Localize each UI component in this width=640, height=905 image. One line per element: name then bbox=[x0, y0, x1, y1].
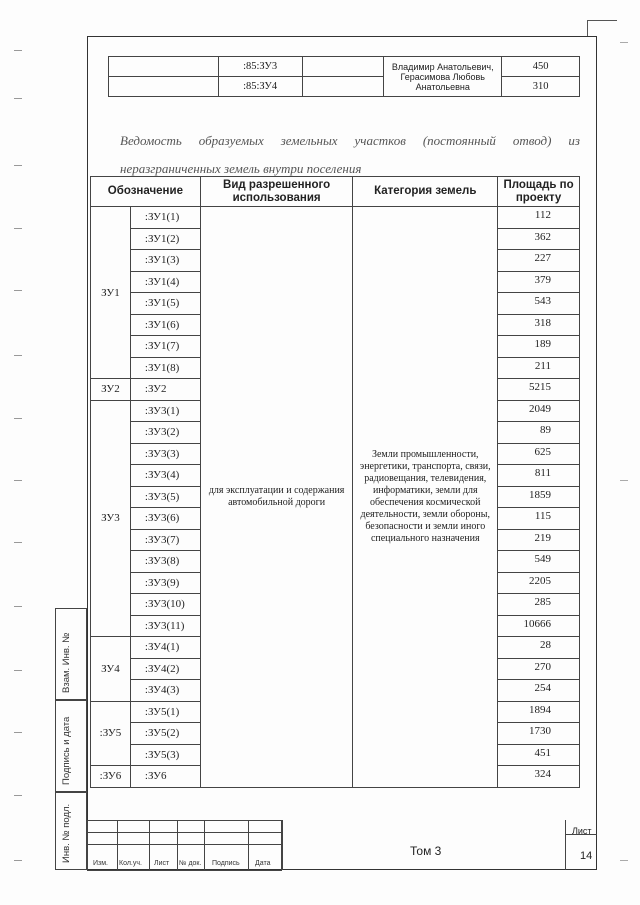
subplot-cell: :ЗУ3(10) bbox=[130, 594, 200, 616]
stamp-col-kolich: Кол.уч. bbox=[119, 860, 142, 867]
stamp-col-izm: Изм. bbox=[93, 860, 108, 867]
header-use: Вид разрешенного использования bbox=[200, 177, 353, 207]
area-cell: 219 bbox=[498, 529, 580, 551]
margin-tick bbox=[14, 290, 22, 291]
area-cell: 285 bbox=[498, 594, 580, 616]
subplot-cell: :ЗУ1(7) bbox=[130, 336, 200, 358]
stamp-col-podpis: Подпись bbox=[212, 860, 240, 867]
area-cell: 324 bbox=[498, 766, 580, 788]
table-header-row bbox=[91, 177, 580, 207]
side-box-podpis bbox=[55, 700, 87, 792]
margin-tick bbox=[14, 480, 22, 481]
section-heading: Ведомость образуемых земельных участков (постоянный отвод) из неразграниченных земель внутри поселения bbox=[120, 133, 580, 176]
area-cell: 227 bbox=[498, 250, 580, 272]
side-label-podpis: Подпись и дата bbox=[61, 716, 72, 785]
side-box-vzam bbox=[55, 608, 87, 700]
subplot-cell: :ЗУ3(7) bbox=[130, 529, 200, 551]
area-cell: 112 bbox=[498, 207, 580, 229]
subplot-cell: :ЗУ3(11) bbox=[130, 615, 200, 637]
group-label: :ЗУ6 bbox=[91, 766, 131, 788]
header-designation: Обозначение bbox=[91, 177, 201, 207]
area-cell: 1730 bbox=[498, 723, 580, 745]
area-cell: 10666 bbox=[498, 615, 580, 637]
margin-tick bbox=[620, 480, 628, 481]
area-cell: 811 bbox=[498, 465, 580, 487]
subplot-cell: :ЗУ1(1) bbox=[130, 207, 200, 229]
subplot-cell: :ЗУ1(3) bbox=[130, 250, 200, 272]
area-cell: 189 bbox=[498, 336, 580, 358]
area-cell: 1859 bbox=[498, 486, 580, 508]
area-cell: 5215 bbox=[498, 379, 580, 401]
area-cell: 310 bbox=[502, 77, 580, 97]
side-label-inv: Инв. № подл. bbox=[61, 803, 72, 863]
subplot-cell: :ЗУ1(6) bbox=[130, 314, 200, 336]
subplot-cell: :ЗУ3(6) bbox=[130, 508, 200, 530]
margin-tick bbox=[14, 606, 22, 607]
subplot-cell: :ЗУ1(2) bbox=[130, 228, 200, 250]
subplot-cell: :ЗУ6 bbox=[130, 766, 200, 788]
margin-tick bbox=[14, 418, 22, 419]
area-cell: 115 bbox=[498, 508, 580, 530]
subplot-cell: :ЗУ3(1) bbox=[130, 400, 200, 422]
stamp-col-data: Дата bbox=[255, 860, 271, 867]
group-label: ЗУ2 bbox=[91, 379, 131, 401]
area-cell: 2205 bbox=[498, 572, 580, 594]
title-block bbox=[87, 820, 597, 870]
stamp-col-doc: № док. bbox=[179, 860, 202, 867]
margin-tick bbox=[14, 355, 22, 356]
area-cell: 362 bbox=[498, 228, 580, 250]
table-row bbox=[91, 207, 580, 229]
subplot-cell: :ЗУ1(4) bbox=[130, 271, 200, 293]
designation-cell: :85:ЗУ3 bbox=[218, 57, 302, 77]
designation-cell: :85:ЗУ4 bbox=[218, 77, 302, 97]
area-cell: 318 bbox=[498, 314, 580, 336]
table-row bbox=[109, 57, 580, 77]
area-cell: 549 bbox=[498, 551, 580, 573]
subplot-cell: :ЗУ3(2) bbox=[130, 422, 200, 444]
margin-tick bbox=[14, 732, 22, 733]
sheet-label: Лист bbox=[572, 826, 592, 836]
sheet-number: 14 bbox=[580, 850, 593, 862]
owner-cell: Владимир Анатольевич, Герасимова Любовь Анатольевна bbox=[384, 57, 502, 97]
group-label: ЗУ3 bbox=[91, 400, 131, 637]
margin-tick bbox=[620, 860, 628, 861]
margin-tick bbox=[14, 165, 22, 166]
header-category: Категория земель bbox=[353, 177, 498, 207]
margin-tick bbox=[14, 50, 22, 51]
subplot-cell: :ЗУ5(3) bbox=[130, 744, 200, 766]
area-cell: 1894 bbox=[498, 701, 580, 723]
subplot-cell: :ЗУ4(3) bbox=[130, 680, 200, 702]
subplot-cell: :ЗУ2 bbox=[130, 379, 200, 401]
margin-tick bbox=[620, 42, 628, 43]
margin-tick bbox=[14, 228, 22, 229]
subplot-cell: :ЗУ3(3) bbox=[130, 443, 200, 465]
frame-corner bbox=[587, 20, 617, 36]
subplot-cell: :ЗУ5(1) bbox=[130, 701, 200, 723]
subplot-cell: :ЗУ4(1) bbox=[130, 637, 200, 659]
volume-title: Том 3 bbox=[410, 844, 442, 858]
table-row bbox=[109, 77, 580, 97]
area-cell: 254 bbox=[498, 680, 580, 702]
subplot-cell: :ЗУ3(5) bbox=[130, 486, 200, 508]
group-label: ЗУ1 bbox=[91, 207, 131, 379]
margin-tick bbox=[14, 670, 22, 671]
land-plots-table bbox=[90, 176, 580, 788]
margin-tick bbox=[14, 98, 22, 99]
margin-tick bbox=[14, 795, 22, 796]
group-label: :ЗУ5 bbox=[91, 701, 131, 766]
category-cell: Земли промышленности, энергетики, транспорта, связи, радиовещания, телевидения, информатики, земли для обеспечения космической деятельности, земли обороны, безопасности и земли иного специального назначения bbox=[353, 207, 498, 788]
subplot-cell: :ЗУ3(8) bbox=[130, 551, 200, 573]
group-label: ЗУ4 bbox=[91, 637, 131, 702]
owners-table bbox=[108, 56, 580, 97]
header-area: Площадь по проекту bbox=[498, 177, 580, 207]
area-cell: 451 bbox=[498, 744, 580, 766]
area-cell: 543 bbox=[498, 293, 580, 315]
side-box-inv bbox=[55, 792, 87, 870]
subplot-cell: :ЗУ1(8) bbox=[130, 357, 200, 379]
margin-tick bbox=[14, 542, 22, 543]
use-cell: для эксплуатации и содержания автомобильной дороги bbox=[200, 207, 353, 788]
area-cell: 625 bbox=[498, 443, 580, 465]
subplot-cell: :ЗУ3(9) bbox=[130, 572, 200, 594]
subplot-cell: :ЗУ4(2) bbox=[130, 658, 200, 680]
area-cell: 450 bbox=[502, 57, 580, 77]
area-cell: 89 bbox=[498, 422, 580, 444]
margin-tick bbox=[14, 860, 22, 861]
area-cell: 270 bbox=[498, 658, 580, 680]
side-label-vzam: Взам. Инв. № bbox=[61, 632, 72, 693]
subplot-cell: :ЗУ1(5) bbox=[130, 293, 200, 315]
area-cell: 211 bbox=[498, 357, 580, 379]
subplot-cell: :ЗУ3(4) bbox=[130, 465, 200, 487]
area-cell: 2049 bbox=[498, 400, 580, 422]
area-cell: 28 bbox=[498, 637, 580, 659]
area-cell: 379 bbox=[498, 271, 580, 293]
subplot-cell: :ЗУ5(2) bbox=[130, 723, 200, 745]
stamp-col-list: Лист bbox=[154, 860, 170, 867]
